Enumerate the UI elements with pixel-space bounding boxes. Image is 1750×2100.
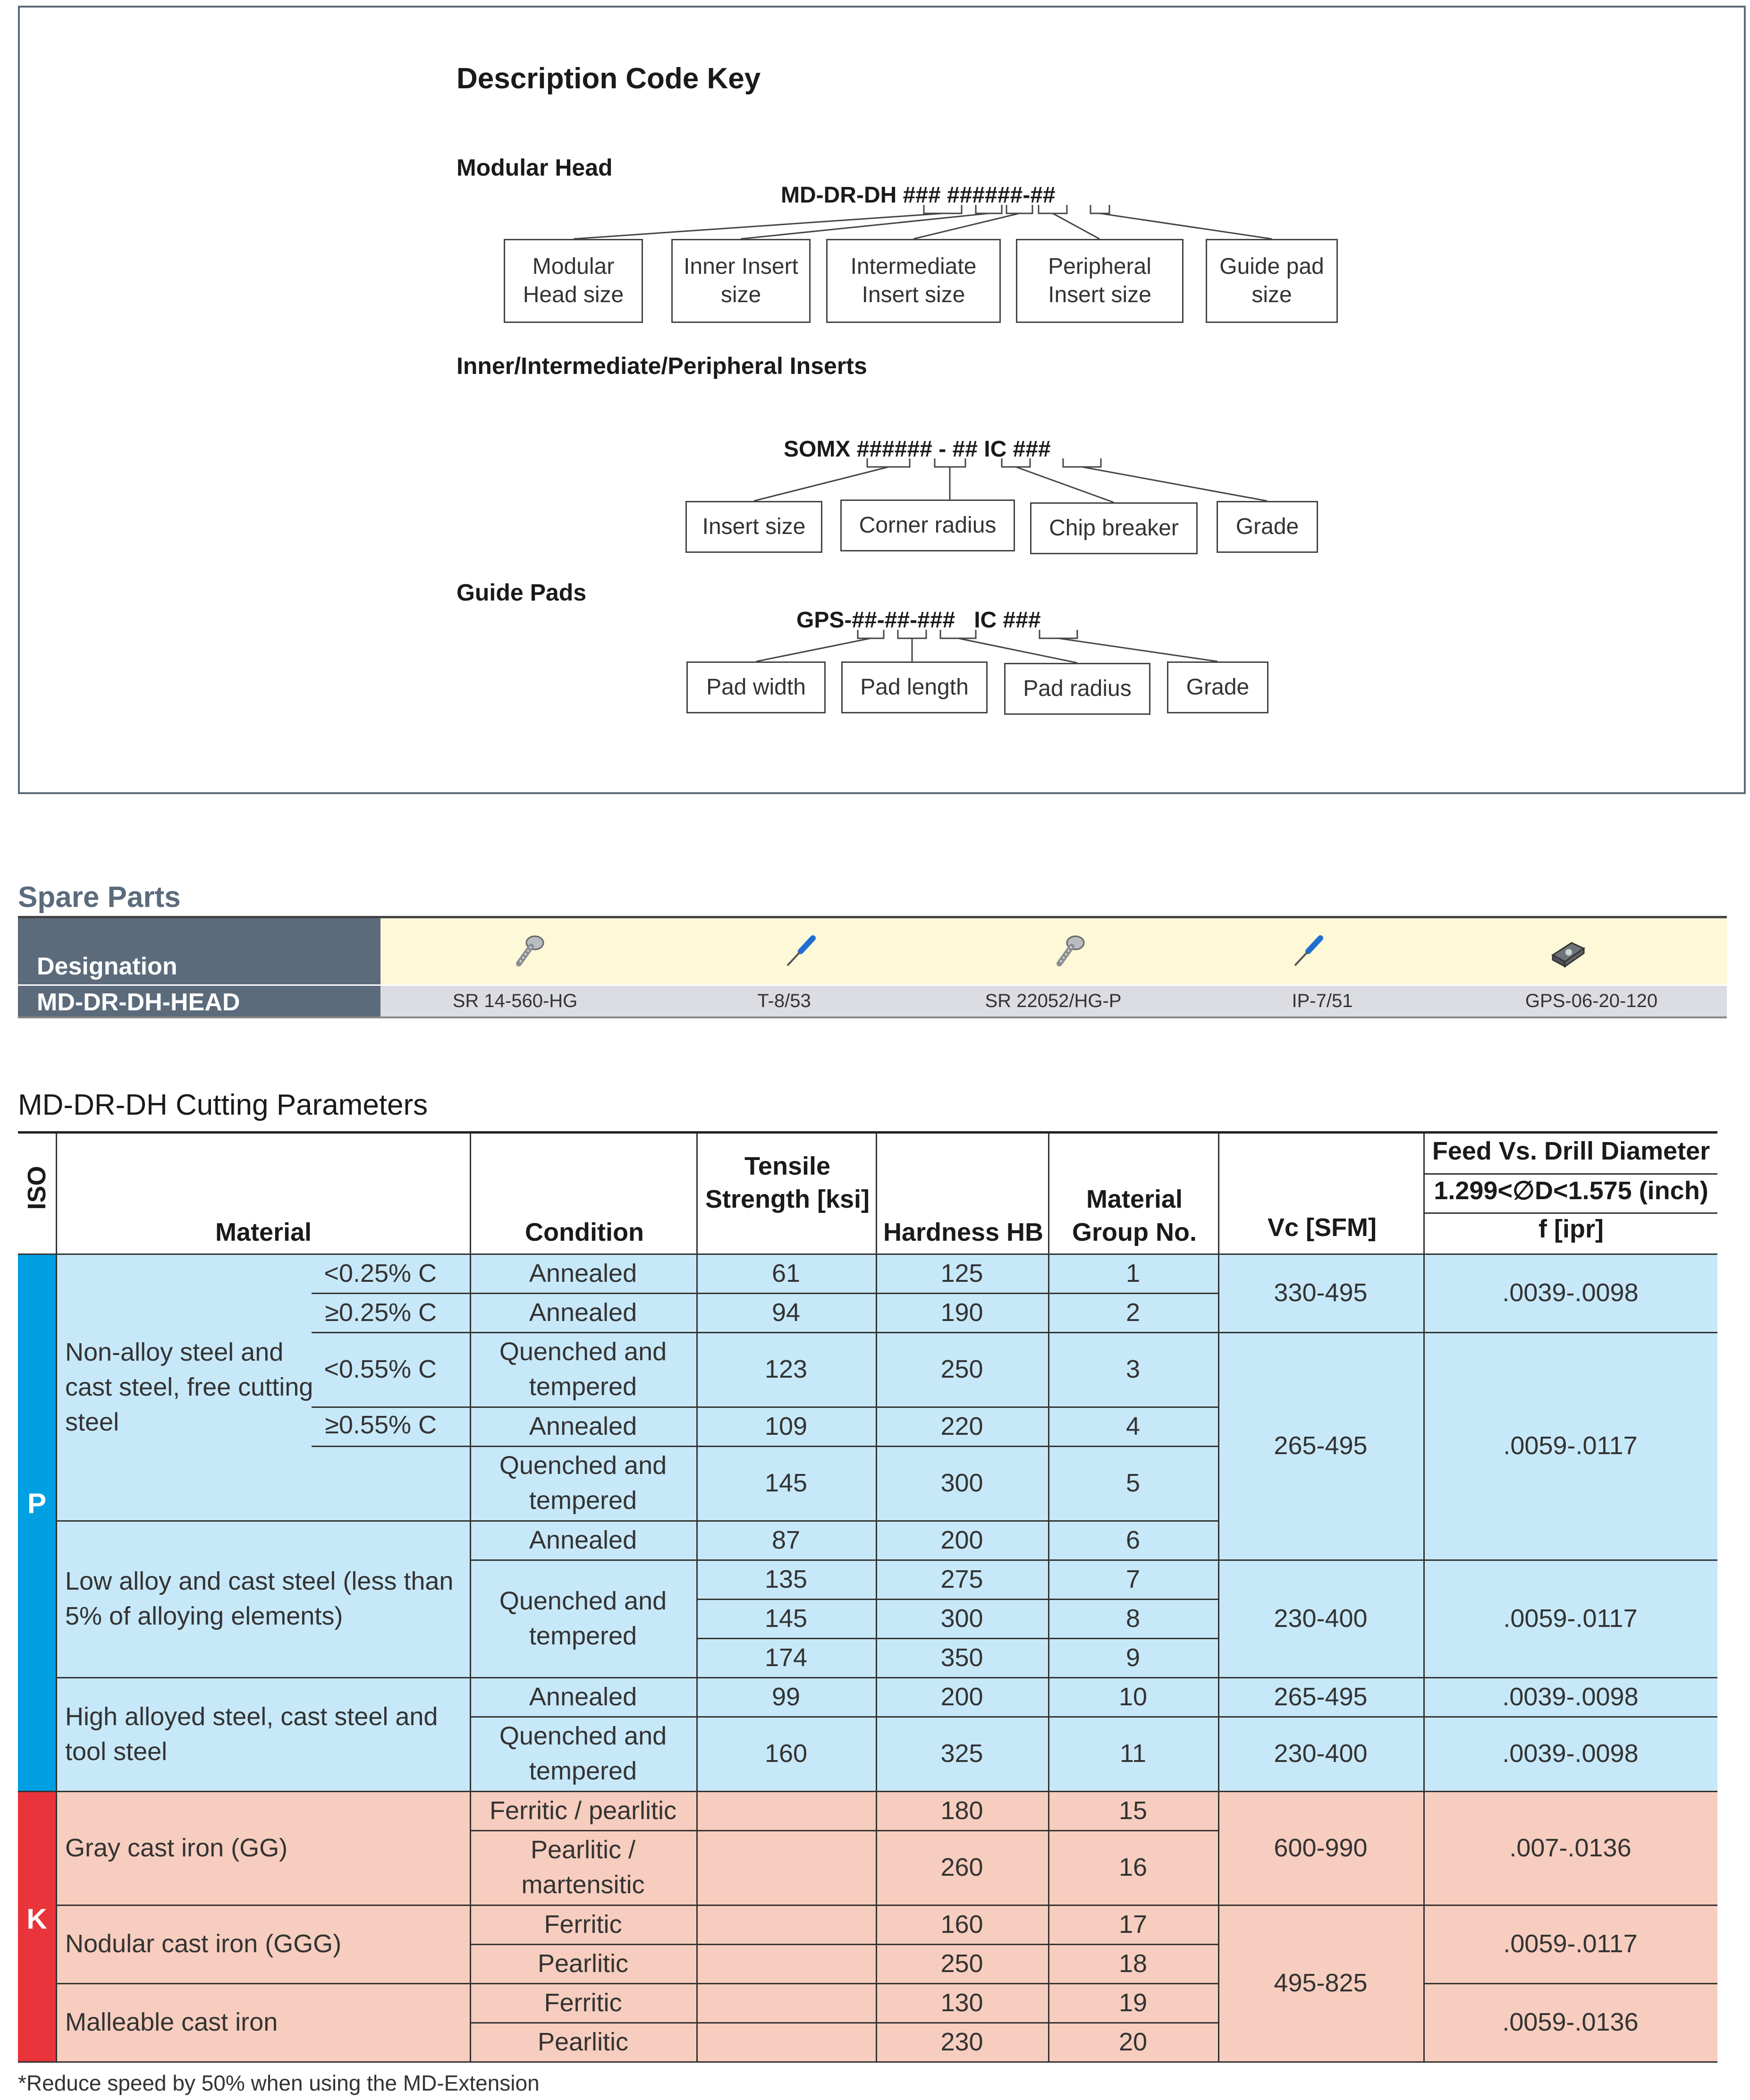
- group-cell: 1: [1125, 1259, 1141, 1287]
- spare-parts-name-row: [380, 986, 1727, 1016]
- modular-head-heading: Modular Head: [457, 154, 613, 181]
- vc-cell: 495-825: [1274, 1969, 1368, 1997]
- condition-cell: Quenched and tempered: [499, 1338, 667, 1401]
- hardness-cell: 260: [940, 1853, 983, 1881]
- iso-k-label: K: [26, 1903, 47, 1935]
- cutting-table-top-rule: [18, 1131, 1717, 1134]
- group-cell: 7: [1125, 1565, 1141, 1593]
- spare-part-5: GPS-06-20-120: [1525, 991, 1658, 1011]
- spare-parts-bottom-rule: [18, 1016, 1727, 1018]
- vc-cell: 230-400: [1274, 1604, 1368, 1633]
- condition-cell: Ferritic: [544, 1988, 622, 2017]
- vc-cell: 600-990: [1274, 1833, 1368, 1862]
- intermediate-insert-size-box: Intermediate Insert size: [826, 239, 1001, 323]
- group-cell: 4: [1125, 1412, 1141, 1440]
- hardness-cell: 350: [940, 1643, 983, 1672]
- hardness-cell: 200: [940, 1682, 983, 1711]
- condition-cell: Pearlitic: [537, 2027, 629, 2056]
- tensile-cell: 174: [764, 1643, 808, 1672]
- vc-cell: 330-495: [1274, 1279, 1368, 1307]
- tensile-cell: [696, 1830, 876, 1905]
- hardness-cell: 125: [940, 1259, 983, 1287]
- cutting-footnote: *Reduce speed by 50% when using the MD-Extension: [18, 2071, 540, 2095]
- feed-cell: .0059-.0117: [1503, 1604, 1638, 1633]
- condition-cell: Ferritic / pearlitic: [489, 1796, 677, 1825]
- part-row-header-cell: [18, 986, 380, 1016]
- material-name: Non-alloy steel and cast steel, free cutting steel: [65, 1338, 313, 1436]
- vc-header: Vc [SFM]: [1267, 1213, 1377, 1242]
- condition-cell: Quenched and tempered: [499, 1722, 667, 1785]
- inserts-heading: Inner/Intermediate/Peripheral Inserts: [457, 353, 867, 379]
- group-cell: 18: [1118, 1949, 1148, 1978]
- designation-label: Designation: [37, 953, 178, 980]
- material-name: Gray cast iron (GG): [65, 1833, 288, 1862]
- spare-parts-icon-row: [380, 918, 1727, 984]
- spare-part-2: T-8/53: [757, 991, 811, 1011]
- header-separator: [1423, 1134, 1425, 1253]
- group-cell: 2: [1125, 1298, 1141, 1327]
- feed-cell: .0039-.0098: [1502, 1682, 1639, 1711]
- chip-breaker-box: Chip breaker: [1030, 502, 1198, 554]
- material-name: Nodular cast iron (GGG): [65, 1930, 342, 1958]
- cutting-parameters-title: MD-DR-DH Cutting Parameters: [18, 1089, 428, 1121]
- condition-cell: Annealed: [529, 1298, 637, 1327]
- tensile-cell: 145: [764, 1469, 808, 1497]
- material-name: High alloyed steel, cast steel and tool steel: [65, 1702, 438, 1766]
- pad-width-box: Pad width: [686, 661, 826, 713]
- condition-cell: Ferritic: [544, 1910, 622, 1939]
- corner-radius-box: Corner radius: [840, 500, 1015, 551]
- modular-head-code: MD-DR-DH ### ######-##: [781, 183, 1056, 208]
- code-key-title: Description Code Key: [457, 62, 761, 95]
- condition-header: Condition: [525, 1218, 644, 1246]
- hardness-cell: 300: [940, 1604, 983, 1633]
- tensile-cell: 135: [764, 1565, 808, 1593]
- hardness-cell: 220: [940, 1412, 983, 1440]
- spare-part-1: SR 14-560-HG: [452, 991, 578, 1011]
- code-key-connector-lines: [20, 8, 1748, 796]
- feed-cell: .0039-.0098: [1502, 1279, 1639, 1307]
- header-separator: [1425, 1212, 1717, 1214]
- carbon-range: ≥0.25% C: [325, 1298, 437, 1327]
- iso-header-cell: [18, 1134, 56, 1253]
- material-header: Material: [215, 1218, 312, 1246]
- condition-cell: Pearlitic / martensitic: [521, 1836, 645, 1899]
- pad-length-box: Pad length: [841, 661, 988, 713]
- feed-cell: .0059-.0117: [1503, 1930, 1638, 1958]
- iso-p-band: [18, 1253, 56, 1791]
- group-cell: 20: [1118, 2027, 1148, 2056]
- group-cell: 19: [1118, 1988, 1148, 2017]
- condition-cell: Annealed: [529, 1412, 637, 1440]
- feed-cell: .0059-.0136: [1502, 2008, 1639, 2036]
- condition-cell: Annealed: [529, 1525, 637, 1554]
- material-name: Malleable cast iron: [65, 2008, 278, 2036]
- guide-pad-size-box: Guide pad size: [1206, 239, 1338, 323]
- group-cell: 5: [1125, 1469, 1141, 1497]
- hardness-cell: 130: [940, 1988, 983, 2017]
- description-code-key-panel: [18, 6, 1746, 794]
- material-name: Low alloy and cast steel (less than 5% of alloying elements): [65, 1567, 454, 1630]
- feed-cell: .0059-.0117: [1503, 1431, 1638, 1460]
- tensile-cell: 87: [771, 1525, 801, 1554]
- header-separator: [876, 1134, 877, 1253]
- group-cell: 8: [1125, 1604, 1141, 1633]
- hardness-cell: 160: [940, 1910, 983, 1939]
- header-separator: [1425, 1173, 1717, 1175]
- group-cell: 9: [1125, 1643, 1141, 1672]
- material-group-header: Material Group No.: [1072, 1185, 1197, 1246]
- screwdriver-icon: [782, 932, 820, 970]
- header-separator: [696, 1134, 698, 1253]
- group-cell: 17: [1118, 1910, 1148, 1939]
- vc-cell: 265-495: [1274, 1682, 1368, 1711]
- tensile-cell: [696, 1944, 876, 1983]
- pad-grade-box: Grade: [1167, 661, 1268, 713]
- screw-icon: [510, 932, 548, 970]
- condition-cell: Quenched and tempered: [499, 1451, 667, 1515]
- condition-cell: Pearlitic: [537, 1949, 629, 1978]
- guide-pads-heading: Guide Pads: [457, 579, 587, 606]
- pad-radius-box: Pad radius: [1004, 663, 1150, 715]
- carbon-range: <0.55% C: [324, 1355, 437, 1383]
- tensile-cell: 160: [764, 1739, 808, 1768]
- carbon-range: ≥0.55% C: [325, 1411, 437, 1439]
- tensile-cell: 145: [764, 1604, 808, 1633]
- hardness-cell: 300: [940, 1469, 983, 1497]
- condition-cell: Annealed: [529, 1682, 637, 1711]
- group-cell: 3: [1125, 1355, 1141, 1383]
- guide-pads-code: GPS-##-##-### IC ###: [796, 608, 1041, 633]
- tensile-cell: 61: [771, 1259, 801, 1287]
- group-cell: 15: [1118, 1796, 1148, 1825]
- hardness-cell: 200: [940, 1525, 983, 1554]
- tensile-cell: [696, 2022, 876, 2061]
- hardness-header: Hardness HB: [883, 1218, 1044, 1246]
- iso-header: ISO: [23, 1166, 51, 1210]
- feed-cell: .0039-.0098: [1502, 1739, 1639, 1768]
- feed-unit-header: f [ipr]: [1539, 1215, 1604, 1243]
- modular-head-size-box: Modular Head size: [504, 239, 643, 323]
- tensile-cell: 123: [764, 1355, 808, 1383]
- hardness-cell: 180: [940, 1796, 983, 1825]
- group-cell: 16: [1118, 1853, 1148, 1881]
- tensile-header: Tensile Strength [ksi]: [705, 1152, 870, 1213]
- screw-icon-2: [1051, 932, 1089, 970]
- group-cell: 10: [1118, 1682, 1148, 1711]
- header-separator: [470, 1134, 471, 1253]
- condition-cell: Annealed: [529, 1259, 637, 1287]
- hardness-cell: 190: [940, 1298, 983, 1327]
- inner-insert-size-box: Inner Insert size: [671, 239, 811, 323]
- tensile-cell: [696, 1983, 876, 2022]
- hardness-cell: 325: [940, 1739, 983, 1768]
- hardness-cell: 230: [940, 2027, 983, 2056]
- feed-cell: .007-.0136: [1509, 1833, 1632, 1862]
- feed-header: Feed Vs. Drill Diameter: [1432, 1137, 1710, 1165]
- spare-part-3: SR 22052/HG-P: [985, 991, 1122, 1011]
- insert-size-box: Insert size: [685, 501, 822, 553]
- condition-cell: Quenched and tempered: [499, 1586, 667, 1650]
- tensile-cell: [696, 1905, 876, 1944]
- hardness-cell: 250: [940, 1949, 983, 1978]
- group-cell: 6: [1125, 1525, 1141, 1554]
- tensile-cell: 99: [771, 1682, 801, 1711]
- vc-cell: 230-400: [1274, 1739, 1368, 1768]
- header-separator: [1218, 1134, 1219, 1253]
- insert-grade-box: Grade: [1217, 501, 1318, 553]
- table-bottom-rule: [18, 2061, 1717, 2063]
- tensile-cell: [696, 1791, 876, 1830]
- inserts-code: SOMX ###### - ## IC ###: [784, 437, 1051, 462]
- hardness-cell: 250: [940, 1355, 983, 1383]
- part-row-label: MD-DR-DH-HEAD: [37, 989, 240, 1016]
- hardness-cell: 275: [940, 1565, 983, 1593]
- tensile-cell: 94: [771, 1298, 801, 1327]
- screwdriver-icon-2: [1289, 932, 1327, 970]
- vc-cell: 265-495: [1274, 1431, 1368, 1460]
- carbon-range: <0.25% C: [324, 1259, 437, 1287]
- spare-parts-title: Spare Parts: [18, 881, 181, 914]
- guide-pad-icon: [1549, 932, 1587, 970]
- feed-range-header: 1.299<∅D<1.575 (inch): [1434, 1177, 1708, 1205]
- peripheral-insert-size-box: Peripheral Insert size: [1016, 239, 1184, 323]
- iso-p-label: P: [27, 1488, 47, 1519]
- group-cell: 11: [1119, 1739, 1147, 1768]
- header-separator: [56, 1134, 57, 1253]
- designation-header-cell: [18, 918, 380, 984]
- header-separator: [1048, 1134, 1049, 1253]
- spare-part-4: IP-7/51: [1292, 991, 1353, 1011]
- tensile-cell: 109: [764, 1412, 808, 1440]
- grid-line: [56, 1253, 57, 2061]
